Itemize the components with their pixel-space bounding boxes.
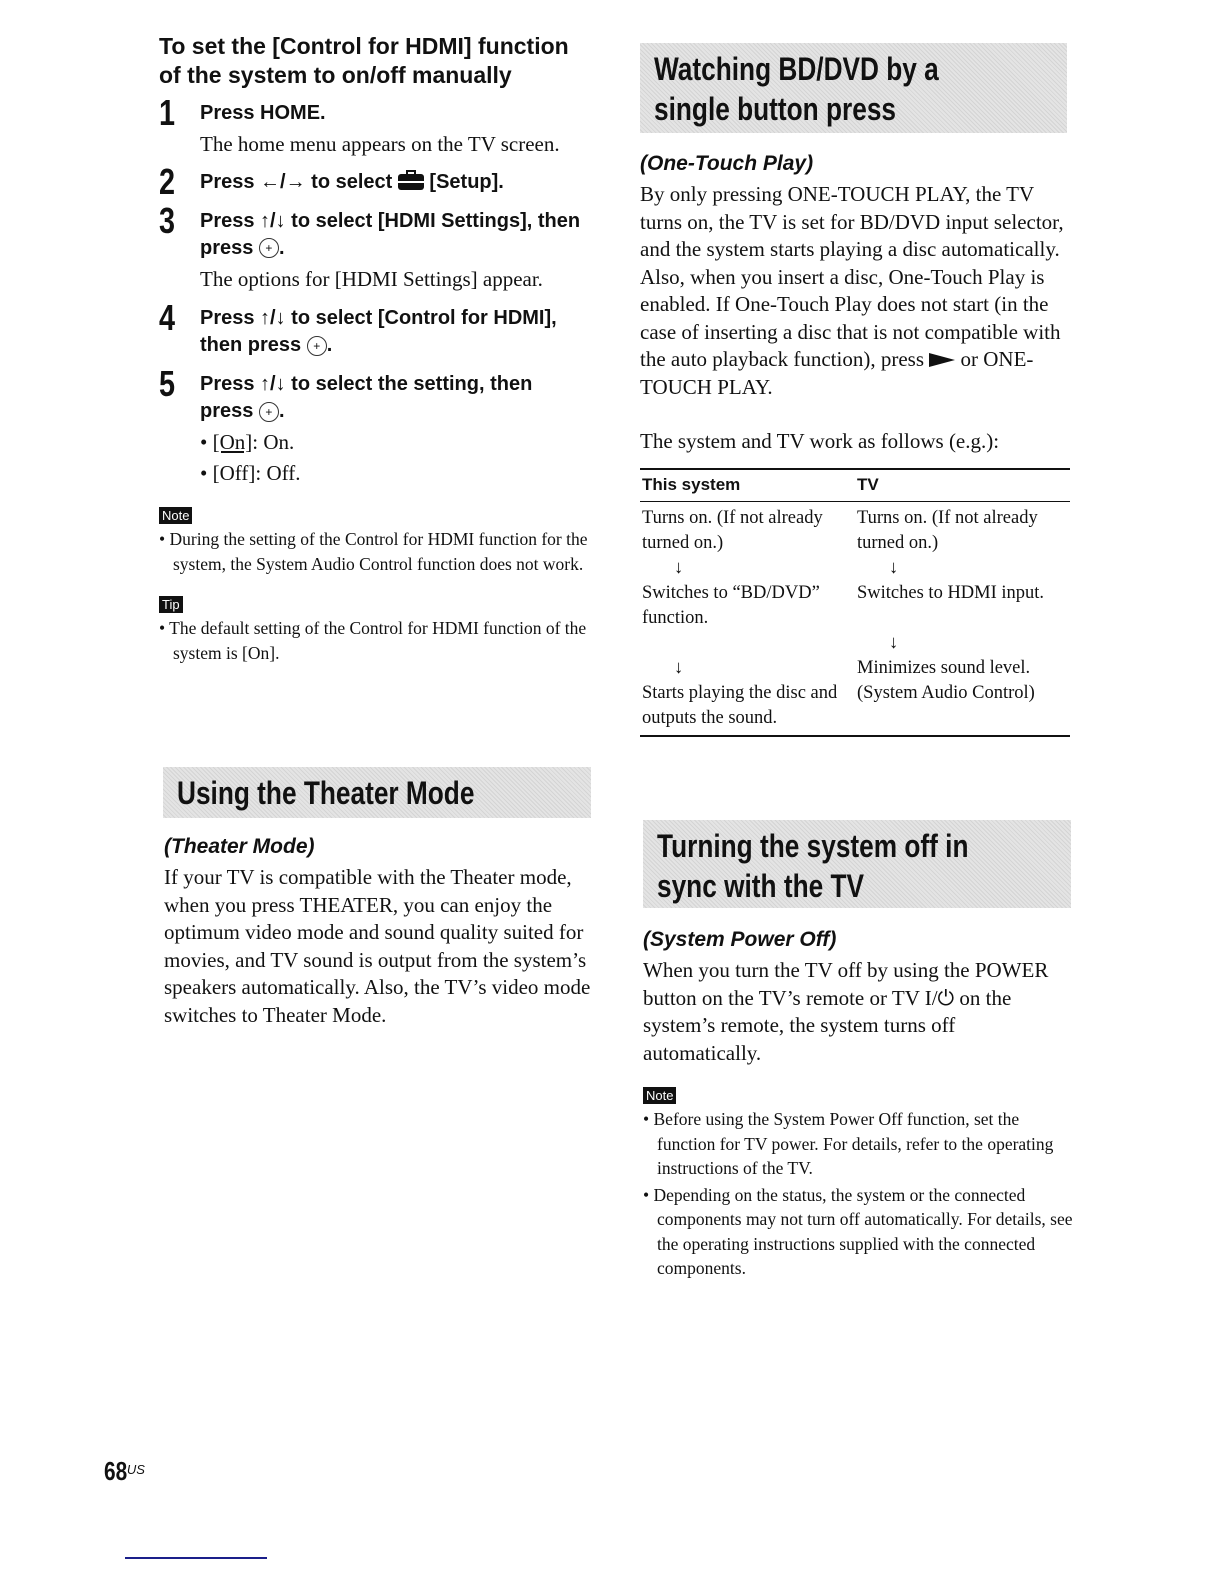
body-text: Also, when you insert a disc, One-Touch Play is enabled. If One-Touch Play does not start (in the case of inserting a disc that is not compatible with the auto playback function), press (640, 264, 1061, 371)
cell: Minimizes sound level. (857, 657, 1031, 678)
step-title-end: [Setup]. (423, 170, 504, 193)
step-title: Press ↑/↓ to select [HDMI Settings], then press (200, 209, 581, 259)
power-off-section (643, 928, 1073, 1281)
option-key: [On] (212, 430, 253, 454)
one-touch-section (640, 152, 1070, 737)
one-touch-play-banner (640, 43, 1067, 133)
option-off: • [Off]: Off. (200, 460, 301, 485)
table-row (640, 631, 1070, 656)
theater-mode-banner (163, 767, 591, 818)
option-on: • [On]: On. (200, 430, 295, 454)
cell: Switches to “BD/DVD” function. (642, 582, 820, 628)
body-text: When you turn the TV off by using the POWER button on the TV’s remote or TV I/⏻ on the system’s remote, the system turns off automatically. (643, 958, 1049, 1065)
table-row (640, 681, 1070, 736)
body-text-end: or ONE-TOUCH PLAY. (640, 347, 1034, 399)
note-badge: Note (643, 1087, 676, 1104)
tip-badge: Tip (159, 596, 183, 613)
step-desc: The home menu appears on the TV screen. (200, 132, 560, 156)
theater-section (164, 835, 592, 1029)
note-text: • During the setting of the Control for HDMI function for the system, the System Audio Control function does not work. (159, 529, 588, 574)
step-title: Press ↑/↓ to select [Control for HDMI], then press (200, 307, 557, 356)
footer-rule (125, 1557, 267, 1559)
cell: Turns on. (If not already turned on.) (642, 507, 823, 553)
table-row (640, 656, 1070, 681)
step-desc: The options for [HDMI Settings] appear. (200, 266, 543, 291)
step-title: Press ↑/↓ to select the setting, then press (200, 373, 533, 422)
step-5: 5 Press ↑/↓ to select the setting, then press + . • [On]: On. • [Off]: Off. (159, 371, 589, 487)
step-number: 5 (159, 363, 176, 404)
step-number: 1 (159, 92, 176, 133)
banner-title: Using the Theater Mode (177, 775, 475, 811)
step-3: 3 Press ↑/↓ to select [HDMI Settings], then press + . The options for [HDMI Settings] appear. (159, 208, 589, 294)
step-2 (159, 160, 589, 202)
down-arrow-icon: ↓ (674, 557, 684, 578)
toolbox-icon (398, 174, 424, 190)
enter-button-icon: + (307, 336, 327, 356)
banner-title: Turning the system off in sync with the TV (657, 828, 969, 904)
step-number: 4 (159, 297, 176, 338)
body-text: If your TV is compatible with the Theater mode, when you press THEATER, you can enjoy the optimum video mode and sound quality suited for movies, and TV sound is output from the system’s speakers automatically. Also, the TV’s video mode switches to Theater Mode. (164, 865, 591, 1027)
option-key: [Off] (212, 460, 256, 485)
left-column (159, 32, 589, 665)
section-heading: To set the [Control for HDMI] function of the system to on/off manually (159, 33, 569, 88)
play-icon (929, 353, 955, 367)
note-badge: Note (159, 507, 192, 524)
page-number (104, 1456, 145, 1487)
cell: Starts playing the disc and outputs the sound. (642, 682, 838, 728)
column-header: TV (857, 474, 879, 494)
page-num: 68 (104, 1456, 128, 1486)
cell (640, 631, 855, 656)
subheading: (One-Touch Play) (640, 152, 814, 175)
step-number: 3 (159, 199, 176, 241)
enter-button-icon: + (259, 402, 279, 422)
step-number: 2 (159, 160, 176, 202)
system-power-off-banner (643, 820, 1071, 908)
table-row (640, 581, 1070, 631)
body-text: The system and TV work as follows (e.g.): (640, 429, 1000, 453)
subheading: (Theater Mode) (164, 835, 315, 858)
step-4: 4 Press ↑/↓ to select [Control for HDMI], then press + . (159, 297, 557, 356)
page-suffix: US (126, 1461, 145, 1477)
banner-title: Watching BD/DVD by a single button press (654, 51, 939, 127)
cell: (System Audio Control) (857, 682, 1035, 703)
steps-list (159, 92, 589, 487)
option-val: : On. (252, 430, 295, 454)
down-arrow-icon: ↓ (889, 632, 899, 653)
cell: Turns on. (If not already turned on.) (857, 507, 1038, 553)
enter-button-icon: + (259, 238, 279, 258)
step-1 (159, 92, 589, 159)
step-title: Press HOME. (200, 102, 326, 124)
column-header: This system (642, 474, 741, 494)
step-title: Press ←/→ to select (200, 170, 398, 193)
down-arrow-icon: ↓ (674, 657, 684, 678)
note-text: • Depending on the status, the system or the connected components may not turn off automatically. For details, see the operating instructions supplied with the connected components. (643, 1184, 1073, 1278)
body-text: By only pressing ONE-TOUCH PLAY, the TV turns on, the TV is set for BD/DVD input selector, and the system starts playing a disc automatically. (640, 182, 1064, 261)
cell: Switches to HDMI input. (857, 582, 1045, 603)
tip-text: • The default setting of the Control for HDMI function of the system is [On]. (159, 618, 587, 663)
down-arrow-icon: ↓ (889, 557, 899, 578)
table-row (640, 556, 1070, 581)
table-row (640, 501, 1070, 556)
note-text: • Before using the System Power Off function, set the function for TV power. For details, refer to the operating instructions of the TV. (643, 1109, 1054, 1178)
option-val: : Off. (255, 460, 301, 485)
behavior-table (640, 468, 1070, 737)
subheading: (System Power Off) (643, 928, 837, 951)
